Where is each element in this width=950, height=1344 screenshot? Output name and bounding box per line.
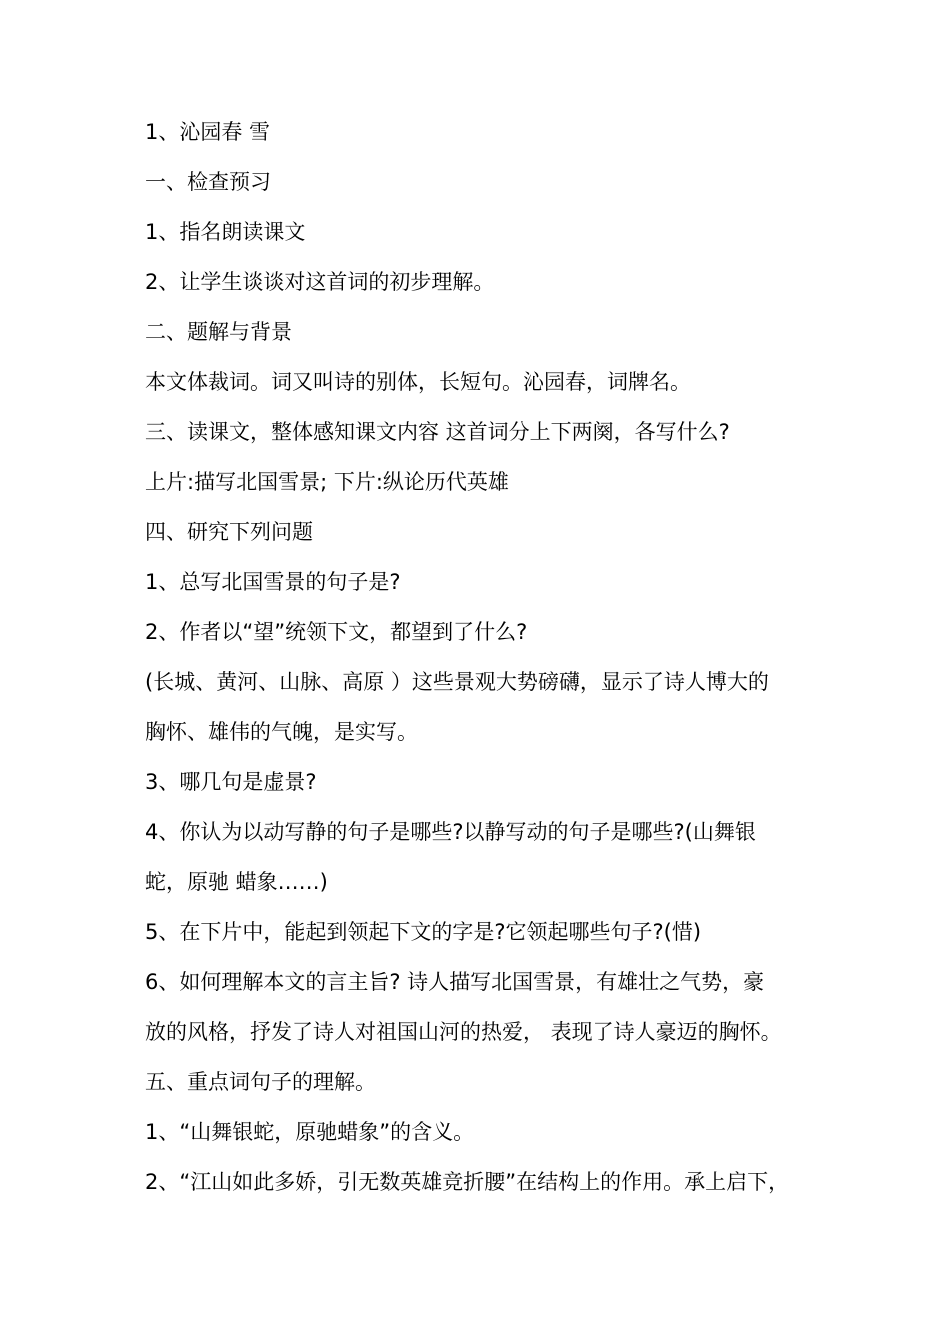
section-heading-1: 一、检查预习 (145, 170, 271, 194)
title-line: 1、沁园春 雪 (145, 120, 271, 144)
document-body (145, 107, 815, 1207)
text-line: 1、“山舞银蛇，原驰蜡象”的含义。 (145, 1120, 475, 1144)
text-line: 2、作者以“望”统领下文，都望到了什么? (145, 620, 528, 644)
text-line: 2、“江山如此多娇，引无数英雄竞折腰”在结构上的作用。承上启下， (145, 1170, 790, 1194)
text-line: 5、在下片中，能起到领起下文的字是?它领起哪些句子?(惜) (145, 920, 702, 944)
text-line: 本文体裁词。词又叫诗的别体，长短句。沁园春，词牌名。 (145, 370, 691, 394)
text-line: 4、你认为以动写静的句子是哪些?以静写动的句子是哪些?(山舞银 (145, 820, 756, 844)
text-line: 蛇，原驰 蜡象……) (145, 870, 328, 894)
section-heading-3: 三、读课文，整体感知课文内容 这首词分上下两阕，各写什么? (145, 420, 730, 444)
text-line: 6、如何理解本文的言主旨? 诗人描写北国雪景，有雄壮之气势，豪 (145, 970, 765, 994)
section-heading-5: 五、重点词句子的理解。 (145, 1070, 376, 1094)
text-line: 2、让学生谈谈对这首词的初步理解。 (145, 270, 495, 294)
text-line: 放的风格，抒发了诗人对祖国山河的热爱， 表现了诗人豪迈的胸怀。 (145, 1020, 782, 1044)
text-line: 胸怀、雄伟的气魄，是实写。 (145, 720, 418, 744)
text-line: 上片:描写北国雪景; 下片:纵论历代英雄 (145, 470, 509, 494)
section-heading-2: 二、题解与背景 (145, 320, 292, 344)
text-line: (长城、黄河、山脉、高原 ）这些景观大势磅礴，显示了诗人博大的 (145, 670, 769, 694)
text-line: 3、哪几句是虚景? (145, 770, 317, 794)
text-line: 1、指名朗读课文 (145, 220, 306, 244)
section-heading-4: 四、研究下列问题 (145, 520, 313, 544)
text-line: 1、总写北国雪景的句子是? (145, 570, 401, 594)
